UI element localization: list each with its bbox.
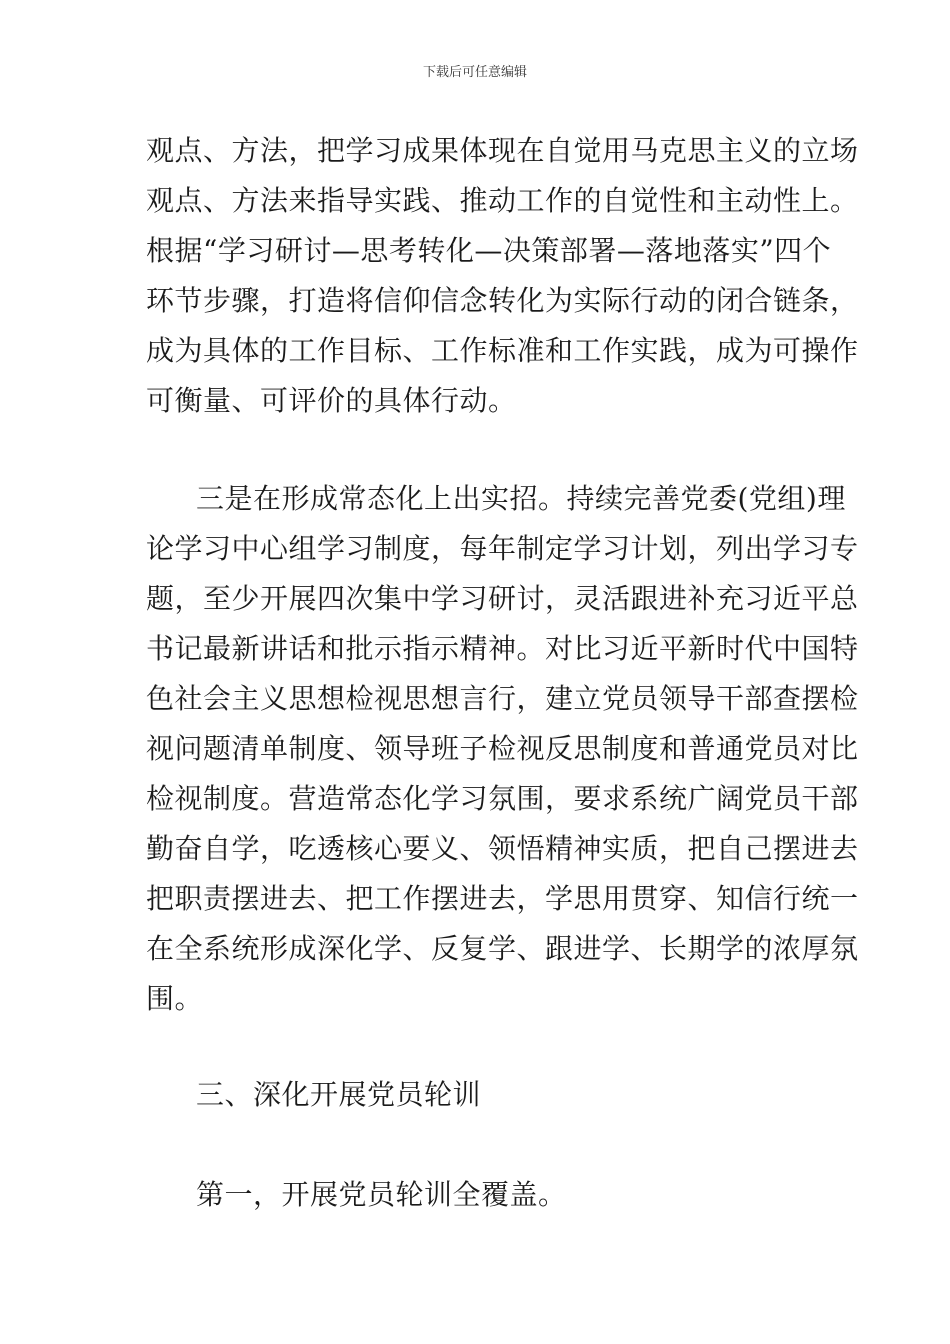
- text-line: 可衡量、可评价的具体行动。: [146, 384, 517, 417]
- text-line: 检视制度。营造常态化学习氛围，要求系统广阔党员干部: [146, 782, 859, 815]
- text-line: 围。: [146, 982, 204, 1015]
- paragraph-continued: [146, 126, 859, 426]
- text-line: 在全系统形成深化学、反复学、跟进学、长期学的浓厚氛: [146, 932, 859, 965]
- text-line: 成为具体的工作目标、工作标准和工作实践，成为可操作: [146, 334, 859, 367]
- page-header: 下载后可任意编辑: [422, 65, 527, 80]
- text-line: 题，至少开展四次集中学习研讨，灵活跟进补充习近平总: [146, 582, 859, 615]
- text-line: 三是在形成常态化上出实招。持续完善党委(党组)理: [196, 482, 846, 515]
- subheading-text: 第一，开展党员轮训全覆盖。: [196, 1178, 567, 1211]
- text-line: 勤奋自学，吃透核心要义、领悟精神实质，把自己摆进去: [146, 832, 859, 865]
- subheading: [146, 1170, 806, 1220]
- section-heading: [146, 1070, 806, 1120]
- text-line: 视问题清单制度、领导班子检视反思制度和普通党员对比: [146, 732, 859, 765]
- text-line: 色社会主义思想检视思想言行，建立党员领导干部查摆检: [146, 682, 859, 715]
- text-line: 把职责摆进去、把工作摆进去，学思用贯穿、知信行统一: [146, 882, 859, 915]
- text-line: 书记最新讲话和批示指示精神。对比习近平新时代中国特: [146, 632, 859, 665]
- text-line: 观点、方法来指导实践、推动工作的自觉性和主动性上。: [146, 184, 859, 217]
- paragraph-third-point: [146, 474, 859, 1024]
- section-heading-text: 三、深化开展党员轮训: [196, 1078, 482, 1111]
- text-line: 论学习中心组学习制度，每年制定学习计划，列出学习专: [146, 532, 859, 565]
- text-line: 根据“学习研讨—思考转化—决策部署—落地落实”四个: [146, 234, 832, 267]
- text-line: 环节步骤，打造将信仰信念转化为实际行动的闭合链条，: [146, 284, 859, 317]
- text-line: 观点、方法，把学习成果体现在自觉用马克思主义的立场: [146, 134, 859, 167]
